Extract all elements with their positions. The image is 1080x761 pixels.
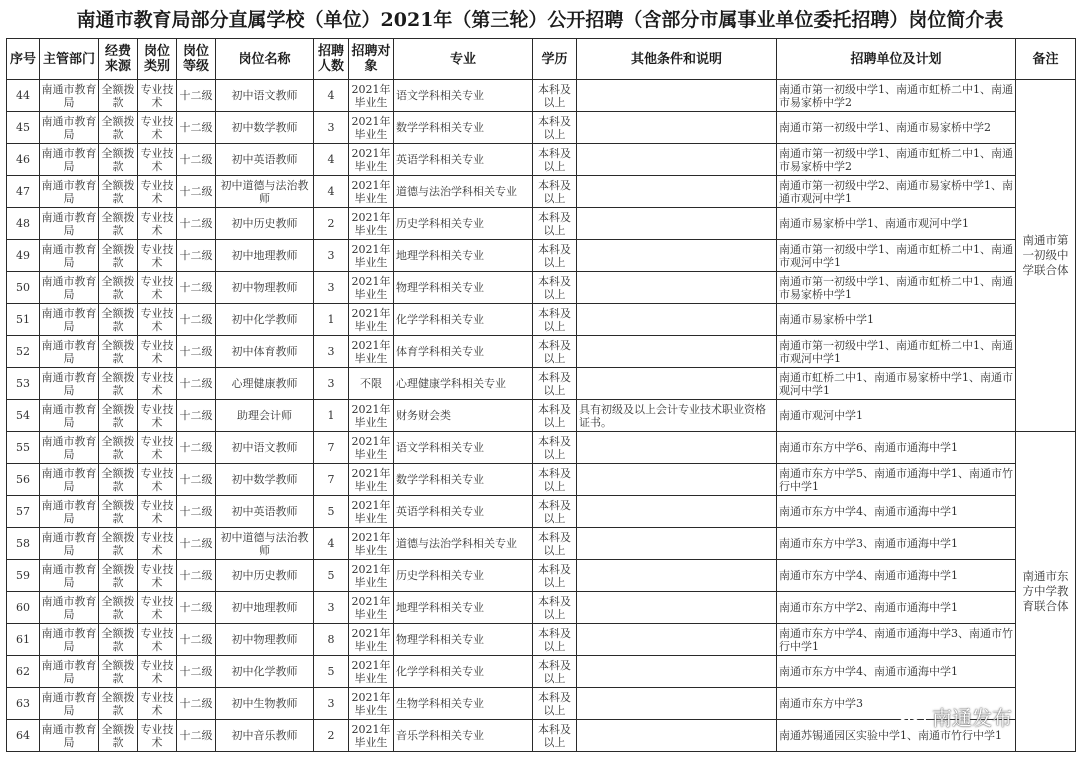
- cell-cat: 专业技术: [138, 656, 177, 688]
- table-row: [7, 624, 1076, 656]
- cell-fund: 全额拨款: [99, 624, 138, 656]
- cell-target: 2021年毕业生: [349, 112, 394, 144]
- cell-cat: 专业技术: [138, 592, 177, 624]
- cell-other: [577, 80, 777, 112]
- cell-edu: 本科及以上: [533, 304, 577, 336]
- cell-post: 初中数学教师: [216, 112, 314, 144]
- cell-count: 3: [314, 336, 349, 368]
- cell-cat: 专业技术: [138, 240, 177, 272]
- cell-cat: 专业技术: [138, 336, 177, 368]
- page-title: 南通市教育局部分直属学校（单位）2021年（第三轮）公开招聘（含部分市属事业单位委托招聘）岗位简介表: [76, 9, 1004, 31]
- header-count: 招聘人数: [314, 39, 349, 80]
- cell-dept: 南通市教育局: [40, 720, 99, 752]
- cell-seq: 52: [7, 336, 40, 368]
- cell-count: 1: [314, 304, 349, 336]
- cell-major: 数学学科相关专业: [394, 112, 533, 144]
- cell-other: [577, 368, 777, 400]
- cell-other: [577, 240, 777, 272]
- cell-edu: 本科及以上: [533, 208, 577, 240]
- cell-seq: 47: [7, 176, 40, 208]
- cell-grade: 十二级: [177, 112, 216, 144]
- cell-seq: 63: [7, 688, 40, 720]
- cell-cat: 专业技术: [138, 272, 177, 304]
- cell-plan: 南通市东方中学3: [777, 688, 1016, 720]
- cell-edu: 本科及以上: [533, 624, 577, 656]
- cell-post: 初中语文教师: [216, 80, 314, 112]
- cell-seq: 60: [7, 592, 40, 624]
- cell-dept: 南通市教育局: [40, 688, 99, 720]
- cell-dept: 南通市教育局: [40, 240, 99, 272]
- cell-plan: 南通市东方中学4、南通市通海中学1: [777, 496, 1016, 528]
- cell-edu: 本科及以上: [533, 688, 577, 720]
- table-row: [7, 80, 1076, 112]
- cell-grade: 十二级: [177, 208, 216, 240]
- cell-seq: 46: [7, 144, 40, 176]
- header-post: 岗位名称: [216, 39, 314, 80]
- cell-dept: 南通市教育局: [40, 464, 99, 496]
- cell-post: 初中历史教师: [216, 208, 314, 240]
- cell-other: [577, 464, 777, 496]
- cell-dept: 南通市教育局: [40, 528, 99, 560]
- cell-major: 化学学科相关专业: [394, 656, 533, 688]
- table-row: [7, 656, 1076, 688]
- cell-cat: 专业技术: [138, 112, 177, 144]
- cell-edu: 本科及以上: [533, 144, 577, 176]
- cell-count: 4: [314, 144, 349, 176]
- cell-cat: 专业技术: [138, 560, 177, 592]
- cell-count: 5: [314, 496, 349, 528]
- cell-target: 2021年毕业生: [349, 80, 394, 112]
- cell-target: 2021年毕业生: [349, 272, 394, 304]
- cell-target: 2021年毕业生: [349, 560, 394, 592]
- cell-major: 物理学科相关专业: [394, 272, 533, 304]
- cell-seq: 62: [7, 656, 40, 688]
- cell-plan: 南通市第一初级中学1、南通市易家桥中学2: [777, 112, 1016, 144]
- cell-seq: 57: [7, 496, 40, 528]
- cell-grade: 十二级: [177, 592, 216, 624]
- cell-edu: 本科及以上: [533, 720, 577, 752]
- cell-fund: 全额拨款: [99, 560, 138, 592]
- cell-dept: 南通市教育局: [40, 208, 99, 240]
- cell-post: 助理会计师: [216, 400, 314, 432]
- cell-fund: 全额拨款: [99, 336, 138, 368]
- cell-fund: 全额拨款: [99, 464, 138, 496]
- cell-count: 3: [314, 592, 349, 624]
- table-row: [7, 432, 1076, 464]
- cell-other: [577, 720, 777, 752]
- cell-major: 道德与法治学科相关专业: [394, 528, 533, 560]
- cell-dept: 南通市教育局: [40, 112, 99, 144]
- cell-target: 2021年毕业生: [349, 496, 394, 528]
- cell-seq: 59: [7, 560, 40, 592]
- cell-post: 初中音乐教师: [216, 720, 314, 752]
- cell-major: 英语学科相关专业: [394, 496, 533, 528]
- cell-post: 初中体育教师: [216, 336, 314, 368]
- cell-fund: 全额拨款: [99, 240, 138, 272]
- cell-count: 3: [314, 112, 349, 144]
- cell-target: 2021年毕业生: [349, 720, 394, 752]
- cell-grade: 十二级: [177, 368, 216, 400]
- cell-cat: 专业技术: [138, 304, 177, 336]
- cell-plan: 南通市东方中学4、南通市通海中学1: [777, 656, 1016, 688]
- table-row: [7, 272, 1076, 304]
- cell-target: 2021年毕业生: [349, 528, 394, 560]
- cell-other: [577, 496, 777, 528]
- cell-plan: 南通市东方中学5、南通市通海中学1、南通市竹行中学1: [777, 464, 1016, 496]
- cell-grade: 十二级: [177, 688, 216, 720]
- cell-post: 初中物理教师: [216, 624, 314, 656]
- cell-seq: 44: [7, 80, 40, 112]
- cell-fund: 全额拨款: [99, 720, 138, 752]
- cell-fund: 全额拨款: [99, 176, 138, 208]
- table-row: [7, 528, 1076, 560]
- cell-dept: 南通市教育局: [40, 176, 99, 208]
- cell-plan: 南通苏锡通园区实验中学1、南通市竹行中学1: [777, 720, 1016, 752]
- cell-other: [577, 592, 777, 624]
- table-body: [7, 80, 1076, 752]
- cell-edu: 本科及以上: [533, 400, 577, 432]
- cell-post: 初中历史教师: [216, 560, 314, 592]
- cell-other: [577, 688, 777, 720]
- table-row: [7, 208, 1076, 240]
- table-row: [7, 144, 1076, 176]
- cell-fund: 全额拨款: [99, 272, 138, 304]
- table-row: [7, 176, 1076, 208]
- cell-other: [577, 432, 777, 464]
- cell-post: 心理健康教师: [216, 368, 314, 400]
- header-cat: 岗位类别: [138, 39, 177, 80]
- table-row: [7, 496, 1076, 528]
- cell-seq: 58: [7, 528, 40, 560]
- table-row: [7, 560, 1076, 592]
- cell-fund: 全额拨款: [99, 304, 138, 336]
- cell-count: 7: [314, 432, 349, 464]
- cell-plan: 南通市东方中学4、南通市通海中学3、南通市竹行中学1: [777, 624, 1016, 656]
- cell-fund: 全额拨款: [99, 80, 138, 112]
- cell-grade: 十二级: [177, 528, 216, 560]
- wechat-icon: [898, 704, 928, 728]
- cell-fund: 全额拨款: [99, 208, 138, 240]
- header-plan: 招聘单位及计划: [777, 39, 1016, 80]
- cell-post: 初中地理教师: [216, 240, 314, 272]
- cell-dept: 南通市教育局: [40, 304, 99, 336]
- cell-count: 2: [314, 720, 349, 752]
- cell-edu: 本科及以上: [533, 464, 577, 496]
- cell-other: [577, 528, 777, 560]
- cell-post: 初中生物教师: [216, 688, 314, 720]
- cell-major: 音乐学科相关专业: [394, 720, 533, 752]
- cell-seq: 49: [7, 240, 40, 272]
- cell-edu: 本科及以上: [533, 656, 577, 688]
- cell-target: 2021年毕业生: [349, 400, 394, 432]
- cell-other: [577, 144, 777, 176]
- cell-note: 南通市第一初级中学联合体: [1016, 80, 1076, 432]
- cell-grade: 十二级: [177, 400, 216, 432]
- table-row: [7, 112, 1076, 144]
- cell-seq: 56: [7, 464, 40, 496]
- cell-grade: 十二级: [177, 720, 216, 752]
- table-row: [7, 304, 1076, 336]
- cell-fund: 全额拨款: [99, 432, 138, 464]
- cell-major: 物理学科相关专业: [394, 624, 533, 656]
- cell-count: 5: [314, 656, 349, 688]
- cell-cat: 专业技术: [138, 176, 177, 208]
- cell-major: 心理健康学科相关专业: [394, 368, 533, 400]
- header-note: 备注: [1016, 39, 1076, 80]
- cell-count: 2: [314, 208, 349, 240]
- cell-major: 语文学科相关专业: [394, 432, 533, 464]
- cell-major: 财务财会类: [394, 400, 533, 432]
- header-grade: 岗位等级: [177, 39, 216, 80]
- cell-plan: 南通市东方中学2、南通市通海中学1: [777, 592, 1016, 624]
- cell-grade: 十二级: [177, 144, 216, 176]
- cell-grade: 十二级: [177, 80, 216, 112]
- cell-grade: 十二级: [177, 656, 216, 688]
- cell-target: 2021年毕业生: [349, 592, 394, 624]
- cell-major: 地理学科相关专业: [394, 240, 533, 272]
- cell-edu: 本科及以上: [533, 432, 577, 464]
- cell-cat: 专业技术: [138, 688, 177, 720]
- cell-edu: 本科及以上: [533, 240, 577, 272]
- cell-count: 4: [314, 80, 349, 112]
- cell-major: 体育学科相关专业: [394, 336, 533, 368]
- cell-major: 道德与法治学科相关专业: [394, 176, 533, 208]
- cell-plan: 南通市第一初级中学1、南通市虹桥二中1、南通市易家桥中学2: [777, 80, 1016, 112]
- cell-seq: 45: [7, 112, 40, 144]
- cell-target: 2021年毕业生: [349, 624, 394, 656]
- cell-count: 8: [314, 624, 349, 656]
- cell-grade: 十二级: [177, 176, 216, 208]
- cell-edu: 本科及以上: [533, 112, 577, 144]
- cell-dept: 南通市教育局: [40, 592, 99, 624]
- cell-post: 初中道德与法治教师: [216, 176, 314, 208]
- cell-dept: 南通市教育局: [40, 272, 99, 304]
- cell-plan: 南通市第一初级中学1、南通市虹桥二中1、南通市观河中学1: [777, 240, 1016, 272]
- cell-count: 4: [314, 176, 349, 208]
- cell-seq: 53: [7, 368, 40, 400]
- cell-major: 语文学科相关专业: [394, 80, 533, 112]
- cell-post: 初中英语教师: [216, 144, 314, 176]
- cell-dept: 南通市教育局: [40, 432, 99, 464]
- cell-count: 4: [314, 528, 349, 560]
- cell-plan: 南通市东方中学6、南通市通海中学1: [777, 432, 1016, 464]
- cell-cat: 专业技术: [138, 208, 177, 240]
- header-major: 专业: [394, 39, 533, 80]
- table-row: [7, 400, 1076, 432]
- header-target: 招聘对象: [349, 39, 394, 80]
- cell-major: 数学学科相关专业: [394, 464, 533, 496]
- cell-fund: 全额拨款: [99, 528, 138, 560]
- cell-edu: 本科及以上: [533, 368, 577, 400]
- cell-dept: 南通市教育局: [40, 656, 99, 688]
- header-fund: 经费来源: [99, 39, 138, 80]
- cell-cat: 专业技术: [138, 368, 177, 400]
- cell-post: 初中化学教师: [216, 304, 314, 336]
- cell-edu: 本科及以上: [533, 560, 577, 592]
- cell-target: 2021年毕业生: [349, 688, 394, 720]
- header-row: [7, 39, 1076, 80]
- cell-plan: 南通市东方中学4、南通市通海中学1: [777, 560, 1016, 592]
- cell-plan: 南通市第一初级中学2、南通市易家桥中学1、南通市观河中学1: [777, 176, 1016, 208]
- cell-count: 1: [314, 400, 349, 432]
- cell-plan: 南通市虹桥二中1、南通市易家桥中学1、南通市观河中学1: [777, 368, 1016, 400]
- cell-edu: 本科及以上: [533, 80, 577, 112]
- header-other: 其他条件和说明: [577, 39, 777, 80]
- cell-dept: 南通市教育局: [40, 368, 99, 400]
- cell-count: 3: [314, 240, 349, 272]
- cell-dept: 南通市教育局: [40, 336, 99, 368]
- cell-target: 2021年毕业生: [349, 208, 394, 240]
- cell-grade: 十二级: [177, 304, 216, 336]
- cell-other: [577, 336, 777, 368]
- header-edu: 学历: [533, 39, 577, 80]
- cell-cat: 专业技术: [138, 624, 177, 656]
- cell-target: 不限: [349, 368, 394, 400]
- cell-target: 2021年毕业生: [349, 432, 394, 464]
- cell-post: 初中化学教师: [216, 656, 314, 688]
- cell-post: 初中数学教师: [216, 464, 314, 496]
- cell-seq: 51: [7, 304, 40, 336]
- cell-grade: 十二级: [177, 624, 216, 656]
- cell-other: [577, 112, 777, 144]
- cell-dept: 南通市教育局: [40, 144, 99, 176]
- cell-other: [577, 624, 777, 656]
- cell-grade: 十二级: [177, 240, 216, 272]
- cell-cat: 专业技术: [138, 400, 177, 432]
- cell-grade: 十二级: [177, 560, 216, 592]
- cell-grade: 十二级: [177, 464, 216, 496]
- cell-count: 7: [314, 464, 349, 496]
- cell-fund: 全额拨款: [99, 400, 138, 432]
- cell-plan: 南通市易家桥中学1: [777, 304, 1016, 336]
- cell-fund: 全额拨款: [99, 112, 138, 144]
- cell-plan: 南通市第一初级中学1、南通市虹桥二中1、南通市易家桥中学2: [777, 144, 1016, 176]
- table-row: [7, 464, 1076, 496]
- cell-grade: 十二级: [177, 496, 216, 528]
- cell-seq: 50: [7, 272, 40, 304]
- cell-fund: 全额拨款: [99, 656, 138, 688]
- cell-count: 3: [314, 688, 349, 720]
- table-row: [7, 336, 1076, 368]
- cell-plan: 南通市第一初级中学1、南通市虹桥二中1、南通市观河中学1: [777, 336, 1016, 368]
- cell-dept: 南通市教育局: [40, 80, 99, 112]
- cell-post: 初中语文教师: [216, 432, 314, 464]
- table-row: [7, 592, 1076, 624]
- cell-other: [577, 656, 777, 688]
- cell-edu: 本科及以上: [533, 496, 577, 528]
- cell-edu: 本科及以上: [533, 176, 577, 208]
- cell-count: 5: [314, 560, 349, 592]
- cell-other: [577, 176, 777, 208]
- cell-major: 化学学科相关专业: [394, 304, 533, 336]
- cell-seq: 54: [7, 400, 40, 432]
- cell-grade: 十二级: [177, 272, 216, 304]
- cell-target: 2021年毕业生: [349, 336, 394, 368]
- table-row: [7, 368, 1076, 400]
- cell-seq: 48: [7, 208, 40, 240]
- cell-edu: 本科及以上: [533, 528, 577, 560]
- cell-major: 英语学科相关专业: [394, 144, 533, 176]
- watermark: [898, 702, 1058, 730]
- cell-major: 历史学科相关专业: [394, 208, 533, 240]
- cell-note: 南通市东方中学教育联合体: [1016, 432, 1076, 752]
- cell-post: 初中地理教师: [216, 592, 314, 624]
- watermark-text: 南通发布: [932, 705, 1012, 730]
- cell-seq: 55: [7, 432, 40, 464]
- cell-plan: 南通市观河中学1: [777, 400, 1016, 432]
- cell-other: 具有初级及以上会计专业技术职业资格证书。: [577, 400, 777, 432]
- header-dept: 主管部门: [40, 39, 99, 80]
- cell-other: [577, 560, 777, 592]
- cell-other: [577, 272, 777, 304]
- cell-fund: 全额拨款: [99, 688, 138, 720]
- cell-cat: 专业技术: [138, 144, 177, 176]
- cell-count: 3: [314, 368, 349, 400]
- cell-post: 初中英语教师: [216, 496, 314, 528]
- cell-edu: 本科及以上: [533, 272, 577, 304]
- cell-target: 2021年毕业生: [349, 656, 394, 688]
- cell-count: 3: [314, 272, 349, 304]
- cell-post: 初中道德与法治教师: [216, 528, 314, 560]
- cell-other: [577, 304, 777, 336]
- cell-target: 2021年毕业生: [349, 304, 394, 336]
- cell-target: 2021年毕业生: [349, 464, 394, 496]
- cell-fund: 全额拨款: [99, 592, 138, 624]
- header-seq: 序号: [7, 39, 40, 80]
- cell-dept: 南通市教育局: [40, 496, 99, 528]
- cell-fund: 全额拨款: [99, 496, 138, 528]
- cell-seq: 64: [7, 720, 40, 752]
- cell-major: 生物学科相关专业: [394, 688, 533, 720]
- cell-fund: 全额拨款: [99, 368, 138, 400]
- cell-other: [577, 208, 777, 240]
- cell-cat: 专业技术: [138, 432, 177, 464]
- cell-plan: 南通市东方中学3、南通市通海中学1: [777, 528, 1016, 560]
- cell-cat: 专业技术: [138, 528, 177, 560]
- cell-seq: 61: [7, 624, 40, 656]
- cell-major: 地理学科相关专业: [394, 592, 533, 624]
- cell-grade: 十二级: [177, 432, 216, 464]
- cell-edu: 本科及以上: [533, 336, 577, 368]
- cell-cat: 专业技术: [138, 464, 177, 496]
- recruitment-table: [6, 38, 1076, 752]
- cell-target: 2021年毕业生: [349, 240, 394, 272]
- cell-target: 2021年毕业生: [349, 176, 394, 208]
- cell-cat: 专业技术: [138, 496, 177, 528]
- cell-fund: 全额拨款: [99, 144, 138, 176]
- cell-cat: 专业技术: [138, 80, 177, 112]
- cell-plan: 南通市第一初级中学1、南通市虹桥二中1、南通市易家桥中学1: [777, 272, 1016, 304]
- cell-major: 历史学科相关专业: [394, 560, 533, 592]
- cell-plan: 南通市易家桥中学1、南通市观河中学1: [777, 208, 1016, 240]
- cell-edu: 本科及以上: [533, 592, 577, 624]
- cell-target: 2021年毕业生: [349, 144, 394, 176]
- cell-dept: 南通市教育局: [40, 400, 99, 432]
- cell-grade: 十二级: [177, 336, 216, 368]
- cell-dept: 南通市教育局: [40, 560, 99, 592]
- cell-cat: 专业技术: [138, 720, 177, 752]
- cell-dept: 南通市教育局: [40, 624, 99, 656]
- cell-post: 初中物理教师: [216, 272, 314, 304]
- table-row: [7, 240, 1076, 272]
